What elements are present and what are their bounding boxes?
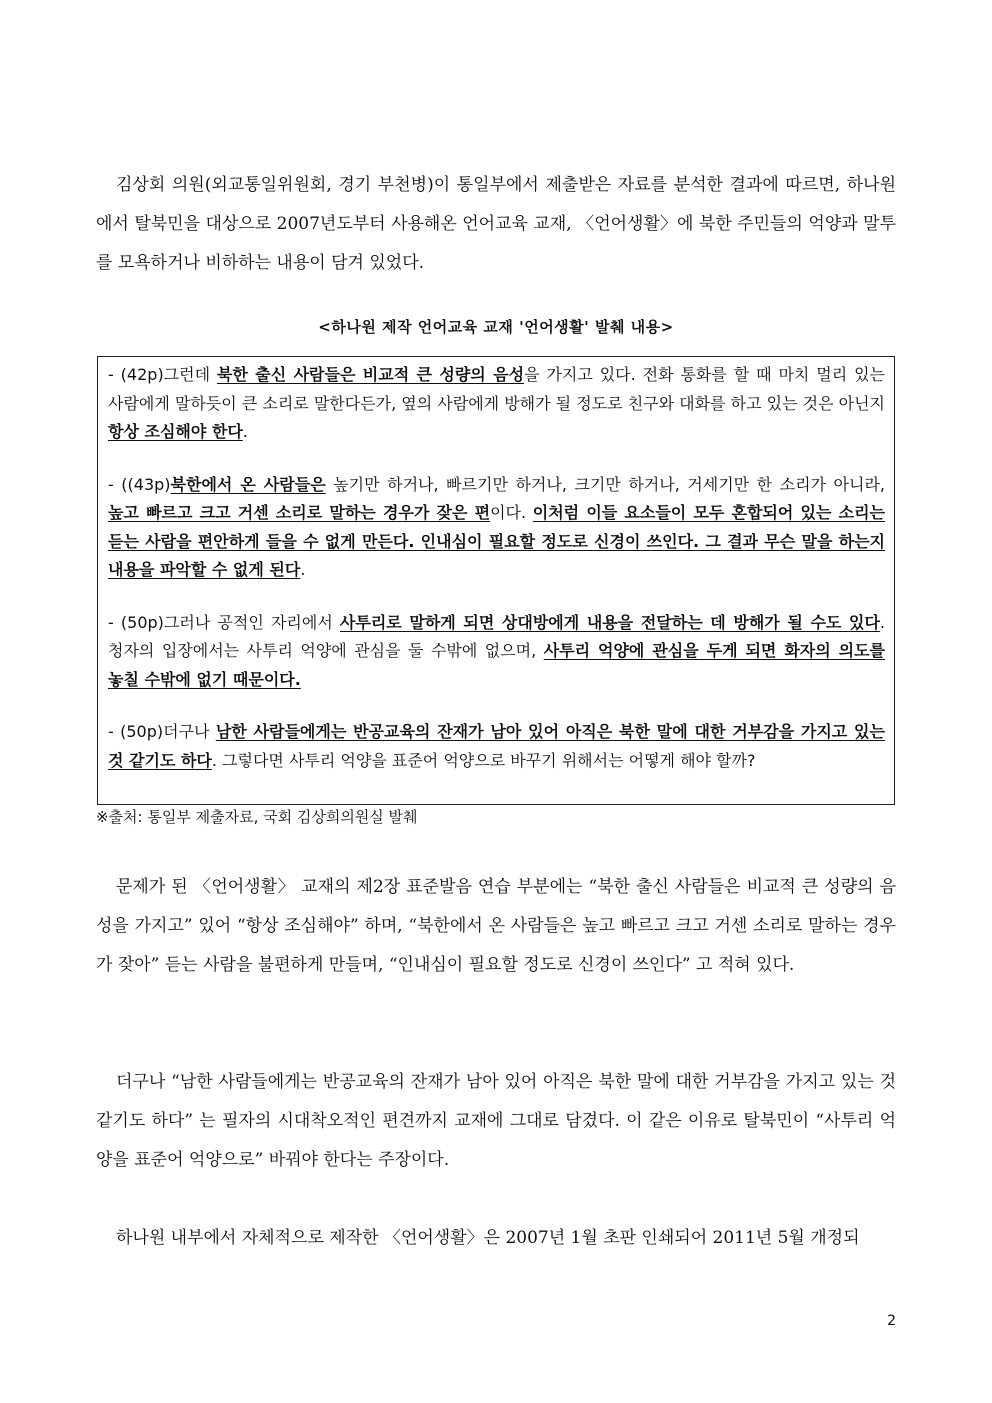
- excerpt-highlight: 남한 사람들에게는 반공교육의 잔재가 남아 있어 아직은 북한 말에 대한 거부감을 가지고 있는 것 같기도 하다: [108, 722, 885, 770]
- excerpt-text: - (50p)더구나: [108, 722, 216, 741]
- excerpt-item-50p-a: [108, 609, 885, 695]
- excerpt-box: [97, 356, 895, 805]
- excerpt-text: . 그렇다면 사투리 억양을 표준어 억양으로 바꾸기 위해서는 어떻게 해야 할까?: [211, 750, 756, 770]
- excerpt-item-43p: [108, 471, 885, 585]
- excerpt-text: - (50p)그러나 공적인 자리에서: [108, 612, 340, 632]
- body-text: 더구나 “남한 사람들에게는 반공교육의 잔재가 남아 있어 아직은 북한 말에 대한 거부감을 가지고 있는 것 같기도 하다” 는 필자의 시대착오적인 편견까지 교재에 그대로 담겼다. 이 같은 이유로 탈북민이 “사투리 억양을 표준어 억양으로” 바꿔야 한다는 주장이다.: [96, 1072, 896, 1170]
- excerpt-highlight: 높고 빠르고 크고 거센 소리로 말하는 경우가 잦은 편: [108, 503, 491, 522]
- excerpt-text: - ((43p): [108, 474, 171, 494]
- body-paragraph-1: [96, 868, 896, 985]
- intro-text: 김상회 의원(외교통일위원회, 경기 부천병)이 통일부에서 제출받은 자료를 분석한 결과에 따르면, 하나원에서 탈북민을 대상으로 2007년도부터 사용해온 언어교육 교재, 〈언어생활〉에 북한 주민들의 억양과 말투를 모욕하거나 비하하는 내용이 담겨 있었다.: [96, 175, 896, 273]
- excerpt-item-50p-b: [108, 718, 885, 775]
- excerpt-text: 을 가지고 있다. 전화 통화를 할 때 마치 멀리 있는 사람에게 말하듯이 큰 소리로 말한다든가, 옆의 사람에게 방해가 될 정도로 친구와 대화를 하고 있는 것은 아닌지: [108, 365, 885, 413]
- excerpt-box-caption: <하나원 제작 언어교육 교재 '언어생활' 발췌 내용>: [318, 318, 674, 336]
- excerpt-highlight: 사투리로 말하게 되면 상대방에게 내용을 전달하는 데 방해가 될 수도 있다: [339, 612, 880, 632]
- excerpt-text: . 청자의 입장에서는 사투리 억양에 관심을 둘 수밖에 없으며,: [108, 612, 885, 660]
- body-paragraph-2: [96, 1063, 896, 1180]
- body-text: 하나원 내부에서 자체적으로 제작한 〈언어생활〉은 2007년 1월 초판 인쇄되어 2011년 5월 개정되: [116, 1228, 860, 1248]
- intro-paragraph: [96, 166, 896, 283]
- excerpt-text: .: [242, 422, 248, 441]
- excerpt-text: .: [300, 560, 306, 579]
- excerpt-highlight: 사투리 억양에 관심을 두게 되면 화자의 의도를 놓칠 수밖에 없기 때문이다.: [108, 641, 885, 689]
- excerpt-highlight: 북한에서 온 사람들은: [170, 474, 326, 494]
- excerpt-text: 이다.: [490, 503, 533, 522]
- excerpt-item-42p: [108, 361, 885, 447]
- excerpt-highlight: 이처럼 이들 요소들이 모두 혼합되어 있는 소리는 듣는 사람을 편안하게 들을 수 없게 만든다. 인내심이 필요할 정도로 신경이 쓰인다. 그 결과 무슨 말을 하는지 내용을 파악할 수 없게 된다: [108, 503, 885, 579]
- body-paragraph-3: [96, 1219, 896, 1258]
- source-note: ※출처: 통일부 제출자료, 국회 김상희의원실 발췌: [96, 808, 418, 826]
- excerpt-highlight: 북한 출신 사람들은 비교적 큰 성량의 음성: [216, 365, 525, 384]
- excerpt-text: - (42p)그런데: [108, 365, 217, 384]
- body-text: 문제가 된 〈언어생활〉 교재의 제2장 표준발음 연습 부분에는 “북한 출신 사람들은 비교적 큰 성량의 음성을 가지고” 있어 “항상 조심해야” 하며, “북한에서 온 사람들은 높고 빠르고 크고 거센 소리로 말하는 경우가 잦아” 듣는 사람을 불편하게 만들며, “인내심이 필요할 정도로 신경이 쓰인다” 고 적혀 있다.: [96, 877, 896, 975]
- excerpt-highlight: 항상 조심해야 한다: [108, 422, 243, 441]
- page-number: 2: [887, 1313, 896, 1329]
- excerpt-text: 높기만 하거나, 빠르기만 하거나, 크기만 하거나, 거세기만 한 소리가 아니라,: [325, 474, 885, 494]
